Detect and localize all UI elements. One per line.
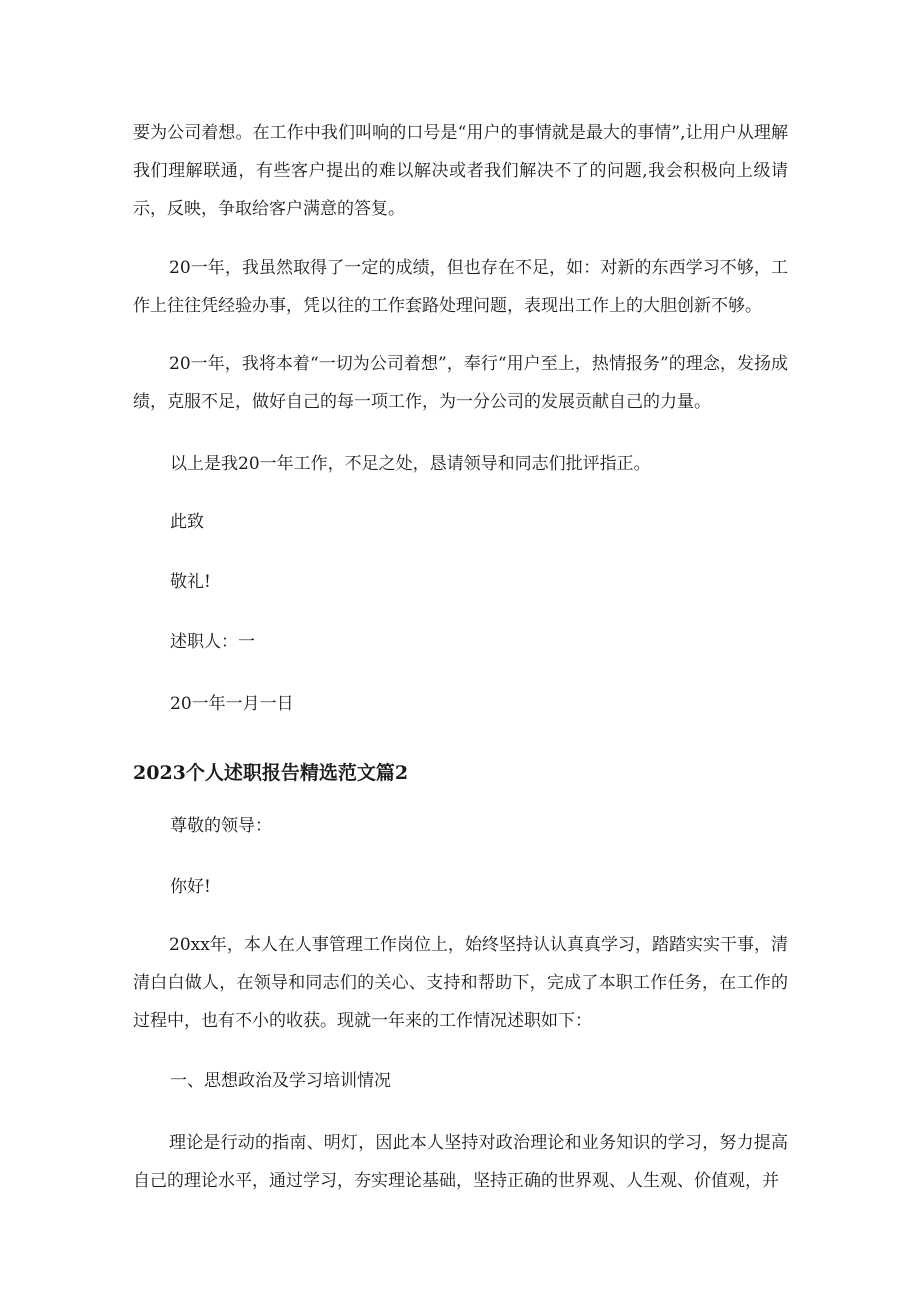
date-line: 20一年一月一日 xyxy=(170,694,294,714)
paragraph-4: 以上是我20一年工作，不足之处，恳请领导和同志们批评指正。 xyxy=(170,454,651,474)
closing-regards: 敬礼! xyxy=(170,572,211,592)
section-heading: 2023个人述职报告精选范文篇2 xyxy=(133,762,409,784)
paragraph-theory: 理论是行动的指南、明灯，因此本人坚持对政治理论和业务知识的学习，努力提高自己的理论水平，通过学习，夯实理论基础，坚持正确的世界观、人生观、价值观，并 xyxy=(133,1133,788,1191)
paragraph-3: 20一年，我将本着“一切为公司着想”，奉行“用户至上，热情报务”的理念，发扬成绩，克服不足，做好自己的每一项工作，为一分公司的发展贡献自己的力量。 xyxy=(133,354,788,412)
paragraph-2: 20一年，我虽然取得了一定的成绩，但也存在不足，如：对新的东西学习不够，工作上往往凭经验办事，凭以往的工作套路处理问题，表现出工作上的大胆创新不够。 xyxy=(133,258,788,316)
greeting-line: 尊敬的领导： xyxy=(170,816,272,836)
closing-salutation: 此致 xyxy=(170,512,204,532)
signature-line: 述职人：一 xyxy=(170,632,255,652)
paragraph-intro: 20xx年，本人在人事管理工作岗位上，始终坚持认认真真学习，踏踏实实干事，清清白白做人，在领导和同志们的关心、支持和帮助下，完成了本职工作任务，在工作的过程中，也有不小的收获。现就一年来的工作情况述职如下： xyxy=(133,935,788,1031)
paragraph-1: 要为公司着想。在工作中我们叫响的口号是“用户的事情就是最大的事情”,让用户从理解我们理解联通，有些客户提出的难以解决或者我们解决不了的问题,我会积极向上级请示，反映，争取给客户满意的答复。 xyxy=(133,123,788,219)
subsection-heading: 一、思想政治及学习培训情况 xyxy=(170,1071,391,1091)
hello-line: 你好! xyxy=(170,877,211,897)
